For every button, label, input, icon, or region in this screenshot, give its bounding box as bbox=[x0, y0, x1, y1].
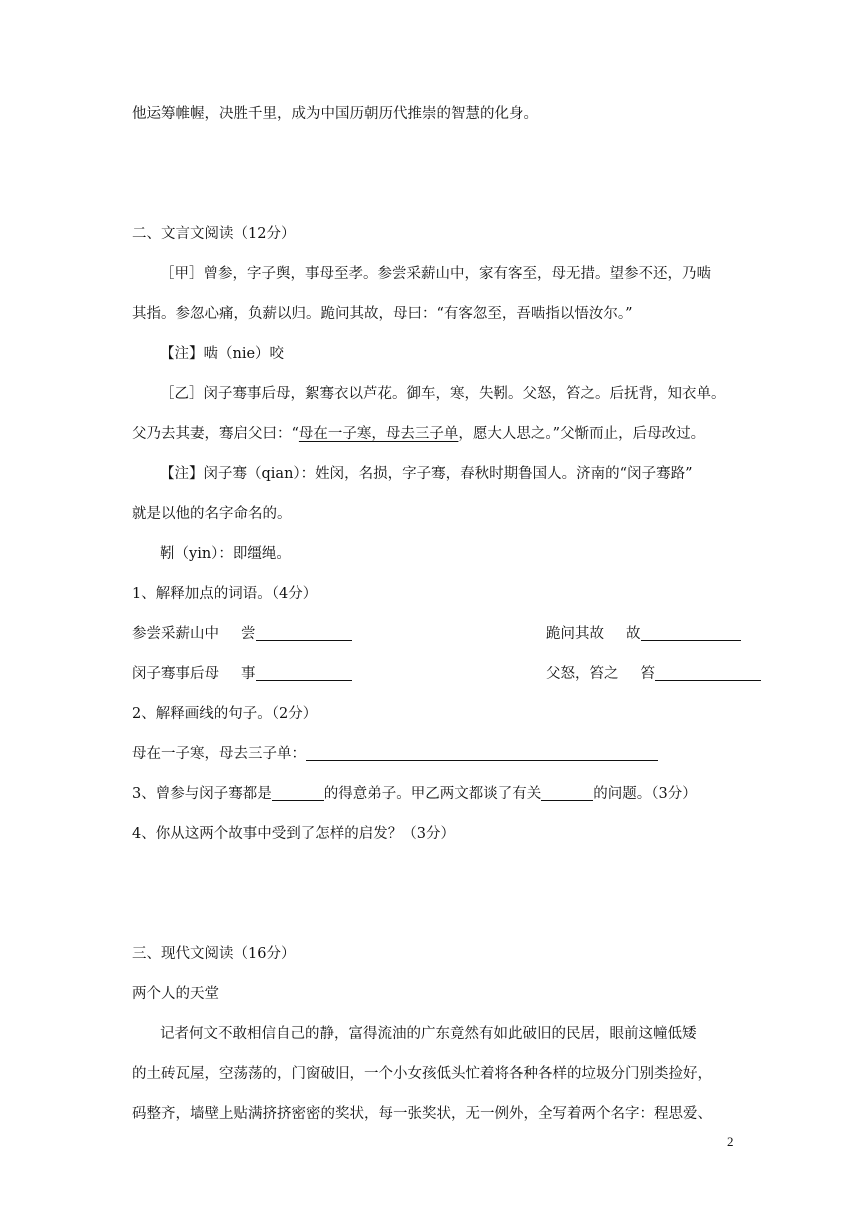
q1-phrase: 父怒，笞之 bbox=[546, 666, 619, 682]
answer-blank[interactable] bbox=[541, 786, 593, 801]
article-line1: 记者何文不敢相信自己的静，富得流油的广东竟然有如此破旧的民居，眼前这幢低矮 bbox=[160, 1026, 697, 1042]
underlined-sentence: 母在一子寒，母去三子单 bbox=[298, 426, 459, 442]
note-nie: 【注】啮（nie）咬 bbox=[160, 346, 285, 362]
section3-heading: 三、现代文阅读（16分） bbox=[132, 946, 296, 962]
question-2: 2、解释画线的句子。（2分） bbox=[132, 706, 318, 722]
answer-blank[interactable] bbox=[641, 626, 741, 641]
answer-blank[interactable] bbox=[256, 666, 352, 681]
q2-answer-line bbox=[132, 744, 658, 764]
note-yin: 靷（yin）：即缰绳。 bbox=[160, 546, 291, 562]
q1-row-2 bbox=[132, 664, 692, 684]
q1-word: 尝 bbox=[241, 626, 256, 642]
q1-phrase: 参尝采薪山中 bbox=[132, 626, 219, 642]
q1-item-4 bbox=[546, 664, 761, 684]
q1-row-1 bbox=[132, 624, 692, 644]
question-4: 4、你从这两个故事中受到了怎样的启发？（3分） bbox=[132, 826, 455, 842]
passage-jia-line1: ［甲］曾参，字子舆，事母至孝。参尝采薪山中，家有客至，母无措。望参不还，乃啮 bbox=[160, 266, 711, 282]
continuation-line: 他运筹帷幄，决胜千里，成为中国历朝历代推崇的智慧的化身。 bbox=[132, 106, 538, 122]
answer-blank[interactable] bbox=[306, 746, 658, 761]
passage-yi-text: ，愿大人思之。”父惭而止，后母改过。 bbox=[458, 426, 706, 442]
question-1: 1、解释加点的词语。（4分） bbox=[132, 586, 318, 602]
page-number: 2 bbox=[727, 1134, 734, 1149]
passage-yi-line1: ［乙］闵子骞事后母，絮骞衣以芦花。御车，寒，失靷。父怒，笞之。后抚背，知衣单。 bbox=[160, 386, 726, 402]
article-line2: 的土砖瓦屋，空荡荡的，门窗破旧，一个小女孩低头忙着将各种各样的垃圾分门别类捡好， bbox=[132, 1066, 712, 1082]
answer-blank[interactable] bbox=[655, 666, 761, 681]
q3-text: 的得意弟子。甲乙两文都谈了有关 bbox=[323, 786, 542, 802]
answer-blank[interactable] bbox=[256, 626, 352, 641]
q1-word: 笞 bbox=[640, 666, 655, 682]
section2-heading: 二、文言文阅读（12分） bbox=[132, 226, 296, 242]
note-min-ziqian: 【注】闵子骞（qian）：姓闵，名损，字子骞，春秋时期鲁国人。济南的“闵子骞路” bbox=[160, 466, 693, 482]
passage-jia-line2: 其指。参忽心痛，负薪以归。跪问其故，母曰：“有客忽至，吾啮指以悟汝尔。” bbox=[132, 306, 633, 322]
passage-yi-text: 父乃去其妻，骞启父曰：“ bbox=[132, 426, 299, 442]
q1-item-2 bbox=[546, 624, 741, 644]
q1-word: 故 bbox=[626, 626, 641, 642]
q3-text: 的问题。（3分） bbox=[593, 786, 697, 802]
answer-blank[interactable] bbox=[272, 786, 324, 801]
question-3 bbox=[132, 784, 697, 804]
q1-phrase: 跪问其故 bbox=[546, 626, 604, 642]
passage-yi-line2 bbox=[132, 424, 705, 444]
article-title: 两个人的天堂 bbox=[132, 986, 219, 1002]
q1-phrase: 闵子骞事后母 bbox=[132, 666, 219, 682]
q3-text: 3、曾参与闵子骞都是 bbox=[132, 786, 272, 802]
q2-sentence: 母在一子寒，母去三子单： bbox=[132, 746, 306, 762]
note-min-ziqian-cont: 就是以他的名字命名的。 bbox=[132, 506, 292, 522]
q1-word: 事 bbox=[241, 666, 256, 682]
article-line3: 码整齐，墙壁上贴满挤挤密密的奖状，每一张奖状，无一例外，全写着两个名字：程思爱、 bbox=[132, 1106, 712, 1122]
